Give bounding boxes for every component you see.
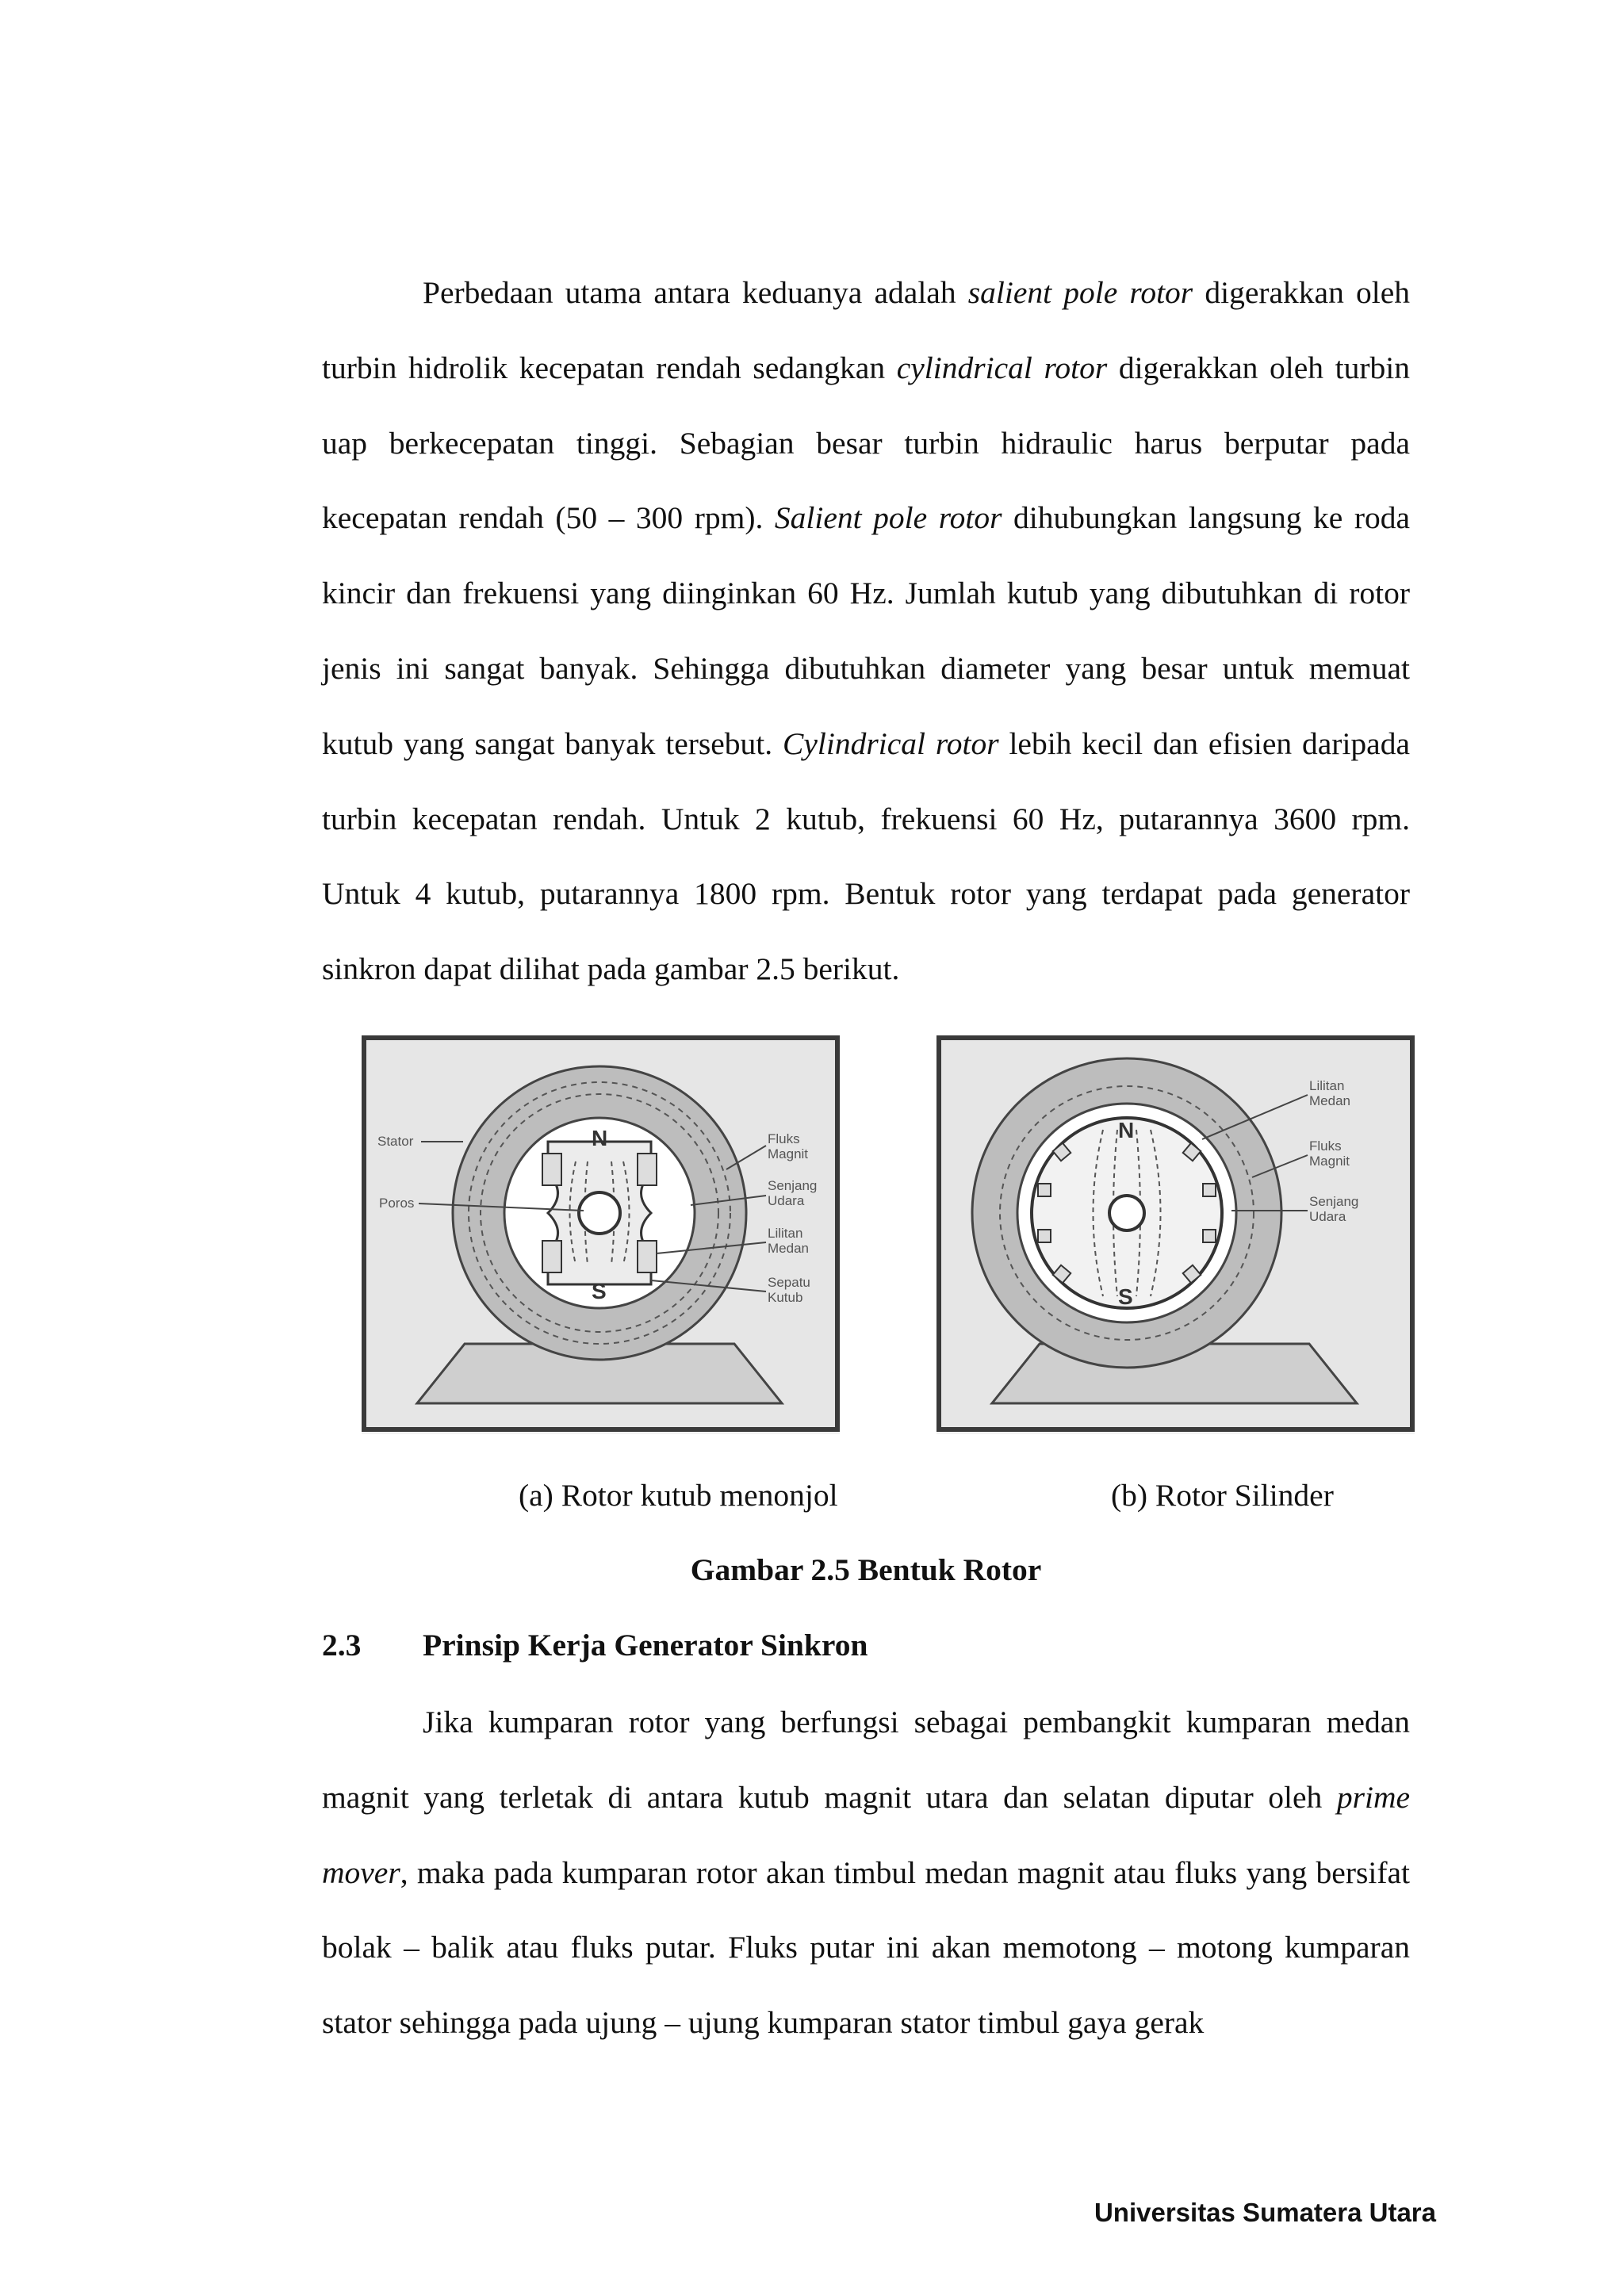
label-senjang: Udara xyxy=(768,1193,805,1208)
pole-n-label: N xyxy=(592,1126,608,1150)
label-sepatu: Kutub xyxy=(768,1290,803,1305)
figure-salient-pole-rotor xyxy=(362,1035,840,1434)
text-run: digerakkan oleh turbin uap berkecepatan tinggi. Sebagian besar turbin hidraulic harus berputar pada kecepatan rendah (50 – 300 rpm). xyxy=(322,350,1410,536)
cylindrical-rotor-diagram xyxy=(936,1035,1415,1434)
figure-cylindrical-rotor xyxy=(936,1035,1415,1434)
label-lilitan: Lilitan xyxy=(768,1226,803,1241)
salient-pole-diagram xyxy=(362,1035,840,1434)
pole-s-label: S xyxy=(1118,1284,1133,1309)
italic-term: Cylindrical rotor xyxy=(783,725,999,761)
paragraph-text xyxy=(322,255,1410,1007)
label-lilitan: Medan xyxy=(768,1241,809,1256)
paragraph-text xyxy=(322,1685,1410,2061)
text-run: digerakkan oleh turbin hidrolik kecepatan rendah sedangkan xyxy=(322,275,1411,385)
label-lilitan: Lilitan xyxy=(1309,1078,1345,1093)
paragraph-rotor-types xyxy=(322,255,1410,1007)
field-coil xyxy=(638,1154,657,1185)
shaft xyxy=(579,1192,620,1234)
section-title: Prinsip Kerja Generator Sinkron xyxy=(423,1628,868,1663)
label-senjang: Senjang xyxy=(768,1178,818,1193)
section-number: 2.3 xyxy=(322,1628,362,1663)
label-poros: Poros xyxy=(379,1196,415,1211)
text-run: Perbedaan utama antara keduanya adalah xyxy=(423,275,968,310)
shaft xyxy=(1109,1196,1144,1230)
label-senjang: Udara xyxy=(1309,1209,1346,1224)
figure-caption-a: (a) Rotor kutub menonjol xyxy=(519,1478,838,1513)
section-heading xyxy=(322,1626,868,1664)
text-run: Jika kumparan rotor yang berfungsi sebagai pembangkit kumparan medan magnit yang terletak di antara kutub magnit utara dan selatan diputar oleh xyxy=(322,1705,1410,1815)
paragraph-working-principle xyxy=(322,1685,1410,2061)
text-run: lebih kecil dan efisien daripada turbin kecepatan rendah. Untuk 2 kutub, frekuensi 60 Hz, putarannya 3600 rpm. Untuk 4 kutub, putarannya 1800 rpm. Bentuk rotor yang terdapat pada generator sinkron dapat dilihat pada gambar 2.5 berikut. xyxy=(322,725,1410,987)
label-lilitan: Medan xyxy=(1309,1093,1350,1108)
field-coil xyxy=(638,1241,657,1272)
field-coil xyxy=(542,1154,561,1185)
text-run: dihubungkan langsung ke roda kincir dan frekuensi yang diinginkan 60 Hz. Jumlah kutub yang dibutuhkan di rotor jenis ini sangat banyak. Sehingga dibutuhkan diameter yang besar untuk memuat kutub yang sangat banyak tersebut. xyxy=(322,500,1411,761)
italic-term: cylindrical rotor xyxy=(896,350,1108,385)
label-senjang: Senjang xyxy=(1309,1194,1359,1209)
label-fluks: Fluks xyxy=(1309,1138,1342,1154)
label-sepatu: Sepatu xyxy=(768,1275,810,1290)
label-fluks: Fluks xyxy=(768,1131,800,1146)
pole-s-label: S xyxy=(592,1279,607,1303)
text-run: , maka pada kumparan rotor akan timbul medan magnit atau fluks yang bersifat bolak – balik atau fluks putar. Fluks putar ini akan memotong – motong kumparan stator sehingga pada ujung – ujung kumparan stator timbul gaya gerak xyxy=(322,1854,1410,2041)
figure-title: Gambar 2.5 Bentuk Rotor xyxy=(690,1552,1042,1587)
pole-n-label: N xyxy=(1118,1118,1135,1142)
label-fluks: Magnit xyxy=(1309,1154,1350,1169)
italic-term: salient pole rotor xyxy=(967,275,1193,310)
figure-caption-b: (b) Rotor Silinder xyxy=(1111,1478,1334,1513)
footer-institution: Universitas Sumatera Utara xyxy=(1094,2198,1436,2227)
italic-term: prime mover xyxy=(322,1779,1410,1890)
field-coil xyxy=(542,1241,561,1272)
label-fluks: Magnit xyxy=(768,1146,809,1161)
italic-term: Salient pole rotor xyxy=(774,500,1002,536)
label-stator: Stator xyxy=(377,1134,414,1149)
